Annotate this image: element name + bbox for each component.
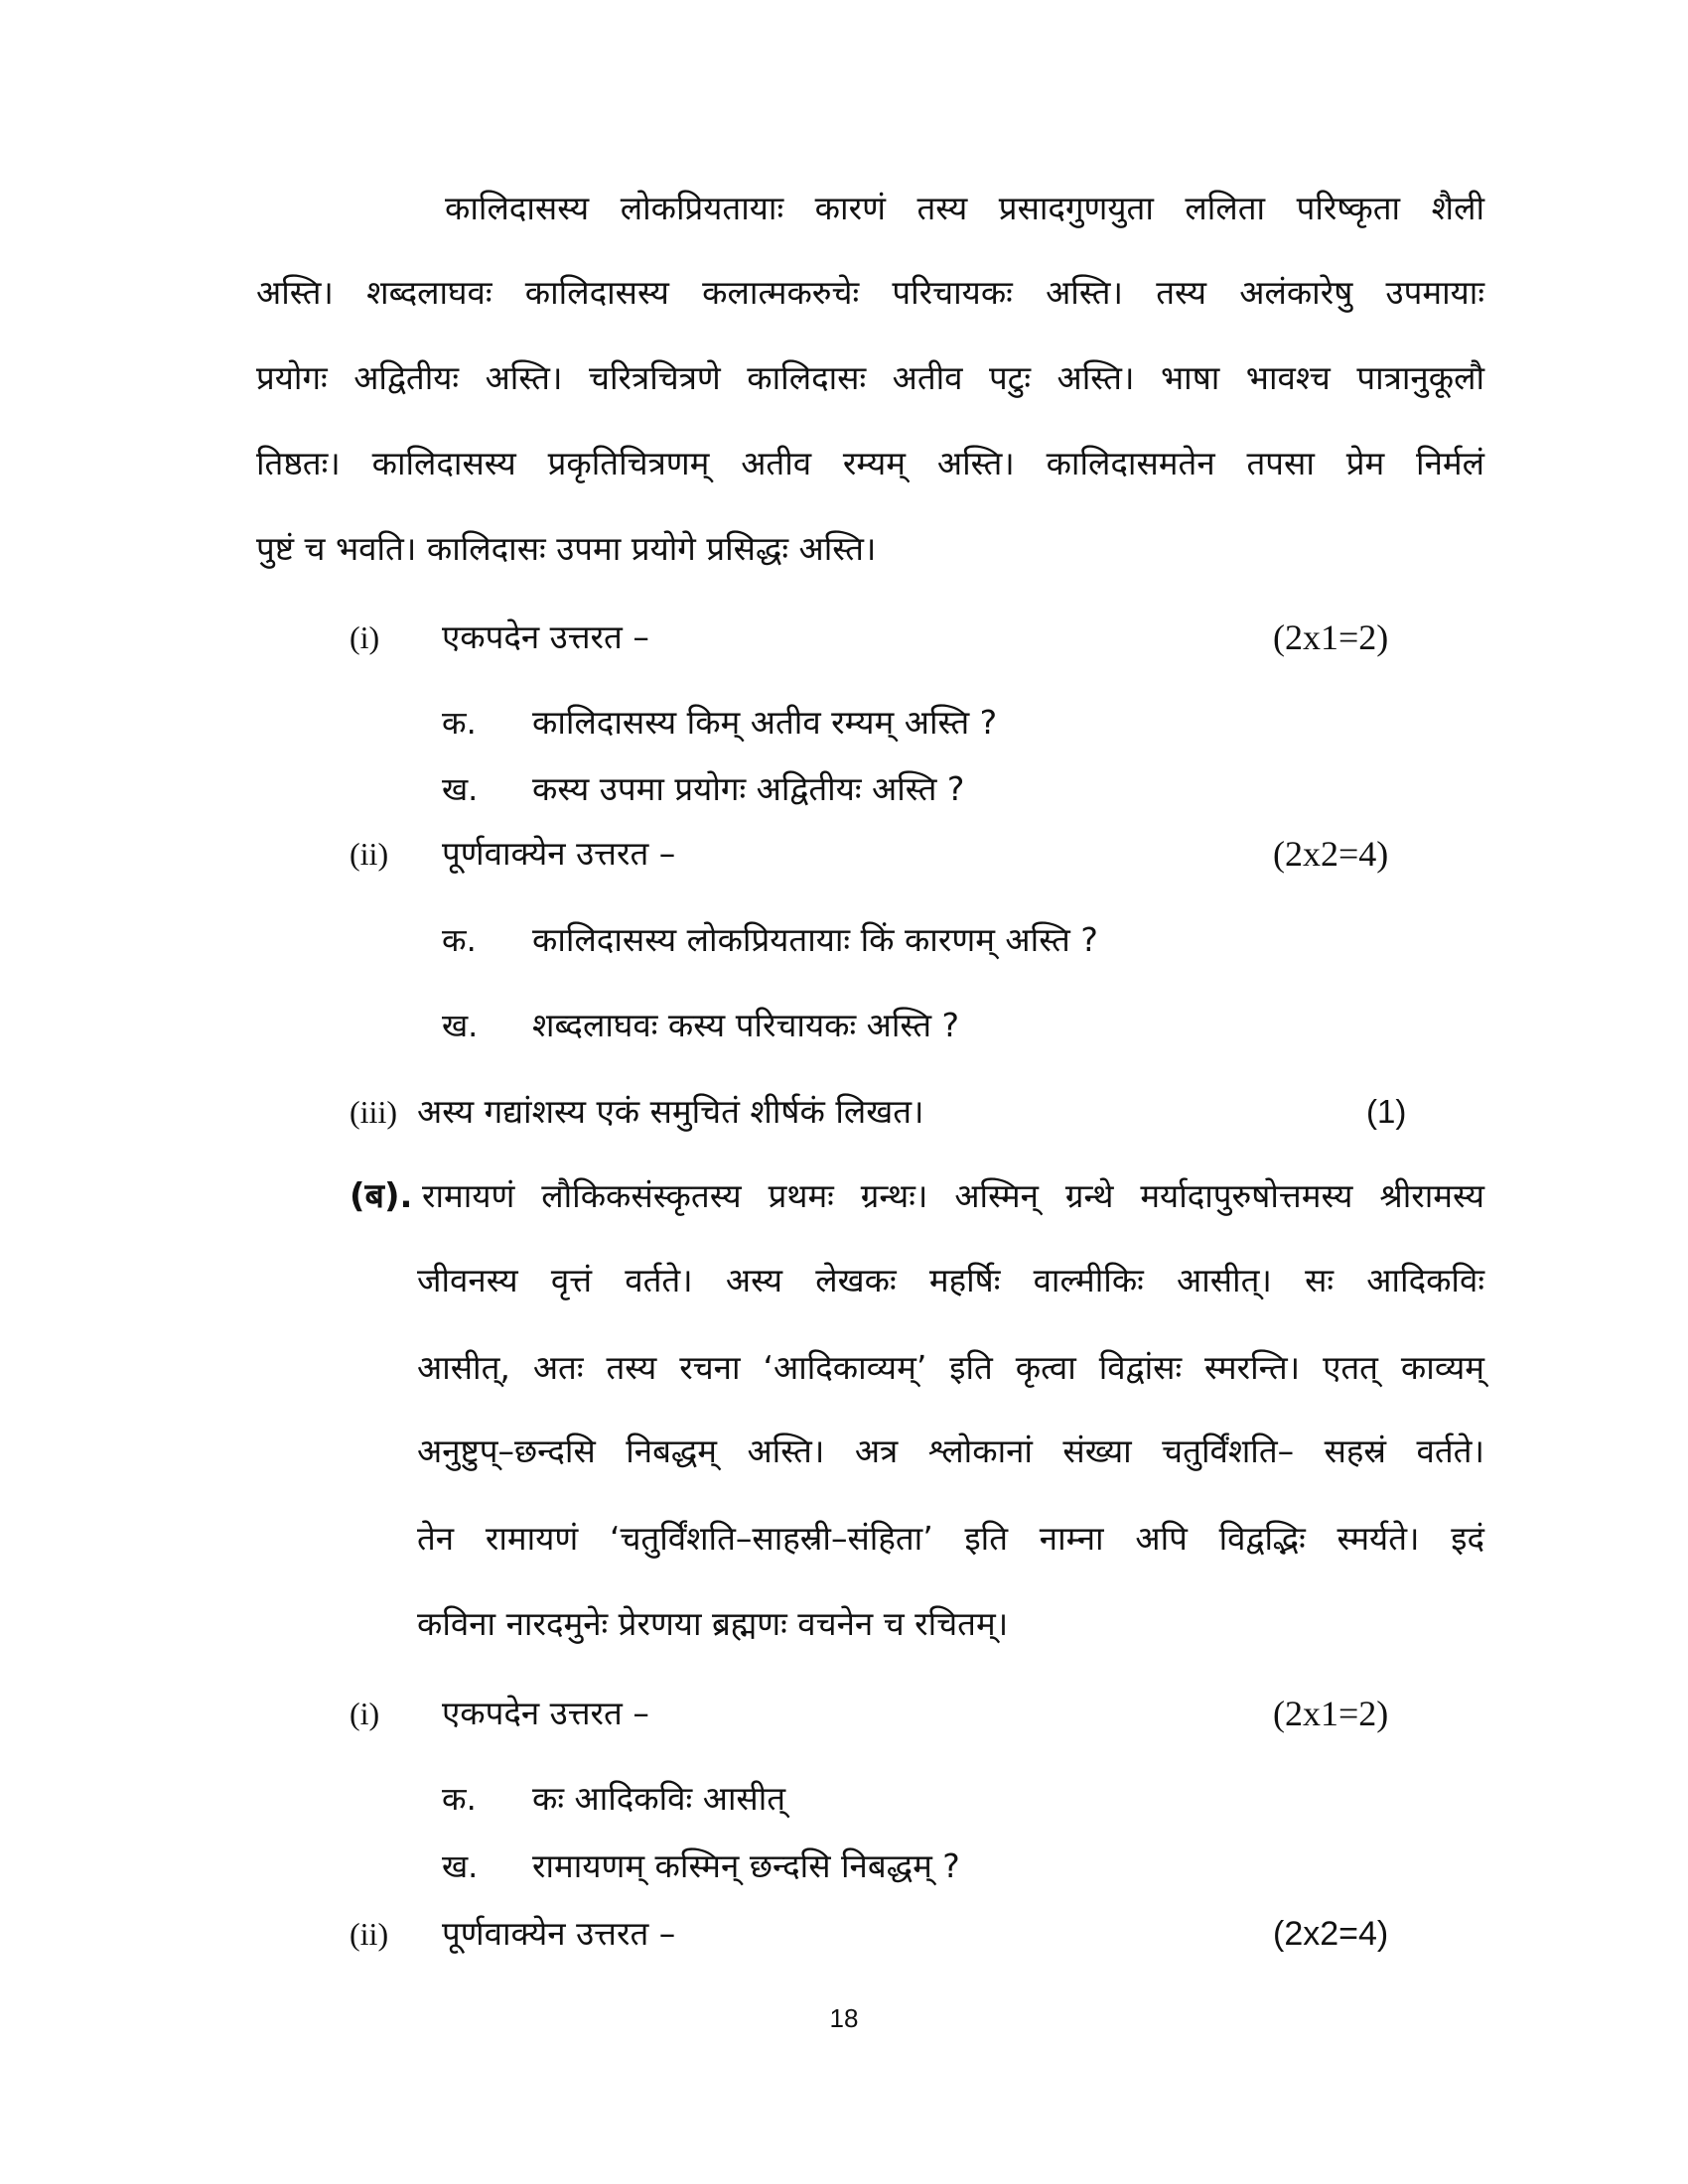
- question-marks: (2x1=2): [1273, 617, 1389, 657]
- sub-question-text: कालिदासस्य लोकप्रियतायाः किं कारणम् अस्ति ?: [532, 920, 1098, 959]
- passage-b-line-4: अनुष्टुप्–छन्दसि निबद्धम् अस्ति। अत्र श्लोकानां संख्या चतुर्विंशति– सहस्रं वर्तते।: [417, 1432, 1484, 1470]
- sub-question-text: कालिदासस्य किम् अतीव रम्यम् अस्ति ?: [532, 703, 998, 742]
- question-title: पूर्णवाक्येन उत्तरत –: [442, 834, 676, 873]
- page-number: 18: [829, 2003, 859, 2033]
- question-number: (ii): [350, 836, 389, 872]
- sub-question-text: रामायणम् कस्मिन् छन्दसि निबद्धम् ?: [532, 1846, 960, 1885]
- sub-question-label: ख.: [442, 770, 479, 808]
- question-number: (iii): [350, 1094, 397, 1130]
- passage-a-line-2: अस्ति। शब्दलाघवः कालिदासस्य कलात्मकरुचेः परिचायकः अस्ति। तस्य अलंकारेषु उपमायाः: [256, 273, 1484, 312]
- question-marks: (2x1=2): [1273, 1694, 1389, 1733]
- question-number: (i): [350, 619, 380, 655]
- sub-question-label: क.: [442, 921, 477, 959]
- sub-question-label: क.: [442, 1780, 477, 1818]
- sub-question-text: शब्दलाघवः कस्य परिचायकः अस्ति ?: [532, 1006, 960, 1044]
- sub-question-text: कः आदिकविः आसीत्: [532, 1779, 786, 1818]
- passage-a-line-4: तिष्ठतः। कालिदासस्य प्रकृतिचित्रणम् अतीव रम्यम् अस्ति। कालिदासमतेन तपसा प्रेम निर्मलं: [256, 444, 1484, 482]
- question-marks: (2x2=4): [1273, 1915, 1389, 1953]
- passage-b-label: (ब).: [350, 1176, 413, 1216]
- question-number: (i): [350, 1696, 380, 1731]
- passage-a-line-1: कालिदासस्य लोकप्रियतायाः कारणं तस्य प्रसादगुणयुता ललिता परिष्कृता शैली: [445, 189, 1484, 227]
- question-title: एकपदेन उत्तरत –: [442, 617, 649, 656]
- passage-a-line-5: पुष्टं च भवति। कालिदासः उपमा प्रयोगे प्रसिद्धः अस्ति।: [256, 529, 877, 568]
- question-number: (ii): [350, 1916, 389, 1952]
- passage-b-line-5: तेन रामायणं ‘चतुर्विंशति–साहस्री–संहिता’ इति नाम्ना अपि विद्वद्भिः स्मर्यते। इदं: [417, 1519, 1484, 1558]
- question-marks: (1): [1366, 1093, 1407, 1130]
- sub-question-label: ख.: [442, 1007, 479, 1044]
- passage-b-line-3: आसीत्, अतः तस्य रचना ‘आदिकाव्यम्’ इति कृत्वा विद्वांसः स्मरन्ति। एतत् काव्यम्: [417, 1348, 1484, 1387]
- question-title: पूर्णवाक्येन उत्तरत –: [442, 1914, 676, 1953]
- sub-question-label: क.: [442, 704, 477, 742]
- question-title: एकपदेन उत्तरत –: [442, 1694, 649, 1732]
- passage-a-line-3: प्रयोगः अद्वितीयः अस्ति। चरित्रचित्रणे कालिदासः अतीव पटुः अस्ति। भाषा भावश्च पात्रानुकूलौ: [256, 358, 1484, 397]
- question-marks: (2x2=4): [1273, 834, 1389, 874]
- sub-question-text: कस्य उपमा प्रयोगः अद्वितीयः अस्ति ?: [532, 769, 965, 808]
- sub-question-label: ख.: [442, 1847, 479, 1885]
- question-title: अस्य गद्यांशस्य एकं समुचितं शीर्षकं लिखत।: [417, 1092, 924, 1131]
- passage-b-line-2: जीवनस्य वृत्तं वर्तते। अस्य लेखकः महर्षिः वाल्मीकिः आसीत्। सः आदिकविः: [417, 1261, 1484, 1299]
- passage-b-line-6: कविना नारदमुनेः प्रेरणया ब्रह्मणः वचनेन च रचितम्।: [417, 1604, 1009, 1643]
- passage-b-line-1: रामायणं लौकिकसंस्कृतस्य प्रथमः ग्रन्थः। अस्मिन् ग्रन्थे मर्यादापुरुषोत्तमस्य श्रीरामस्य: [422, 1176, 1484, 1215]
